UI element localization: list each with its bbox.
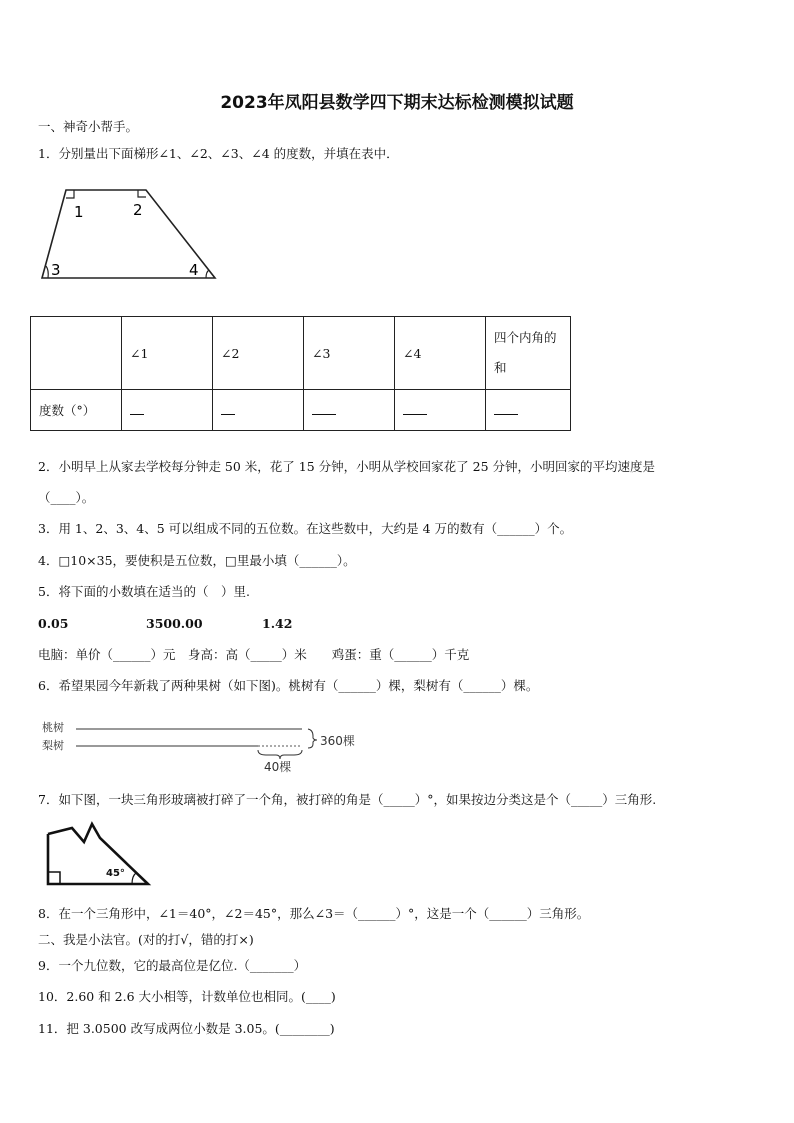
peach-tree-label: 桃树 [42, 721, 64, 734]
decimal-option-2: 3500.00 [146, 616, 203, 631]
question-3: 3．用 1、2、3、4、5 可以组成不同的五位数。在这些数中，大约是 4 万的数有（______）个。 [38, 521, 573, 536]
question-1: 1．分别量出下面梯形∠1、∠2、∠3、∠4 的度数，并填在表中． [38, 146, 399, 161]
question-11: 11．把 3.0500 改写成两位小数是 3.05。(________) [38, 1021, 335, 1036]
table-header-sum-line2: 和 [494, 360, 507, 375]
difference-brace [258, 750, 302, 759]
angle-4-mark [206, 270, 209, 278]
fruit-tree-diagram [40, 718, 370, 778]
table-header-angle-1: ∠1 [122, 317, 213, 390]
angle-3-label: 3 [51, 261, 61, 279]
answer-blank [494, 402, 518, 415]
question-7: 7．如下图，一块三角形玻璃被打碎了一个角，被打碎的角是（_____）°，如果按边分类这是个（_____）三角形. [38, 792, 657, 807]
angle-1-label: 1 [74, 203, 84, 221]
total-label: 360棵 [320, 734, 355, 748]
angle-1-mark [66, 190, 74, 198]
trapezoid-figure [36, 184, 226, 284]
pear-tree-label: 梨树 [42, 739, 64, 752]
question-4: 4．□10×35，要使积是五位数，□里最小填（______）。 [38, 553, 356, 568]
right-angle-mark [48, 872, 60, 884]
decimal-option-1: 0.05 [38, 616, 69, 631]
answer-blank [312, 402, 336, 415]
answer-blank [130, 402, 144, 415]
angle-2-label: 2 [133, 201, 143, 219]
section-1-heading: 一、神奇小帮手。 [38, 119, 139, 134]
answer-cell-angle-1[interactable] [122, 390, 213, 431]
table-row-label: 度数（°） [31, 390, 122, 431]
angle-2-mark [138, 190, 146, 197]
answer-cell-angle-4[interactable] [395, 390, 486, 431]
angle-3-mark [46, 266, 48, 278]
table-header-sum-line1: 四个内角的 [494, 330, 557, 345]
angle-45-arc [132, 873, 136, 884]
table-header-sum [486, 317, 571, 390]
answer-blank [403, 402, 427, 415]
question-8: 8．在一个三角形中，∠1＝40°，∠2＝45°，那么∠3＝（______）°，这是一个（______）三角形。 [38, 906, 590, 921]
question-9: 9．一个九位数，它的最高位是亿位.（_______） [38, 958, 307, 973]
answer-blank [221, 402, 235, 415]
angle-table [30, 316, 571, 431]
broken-triangle-outline [48, 824, 148, 884]
answer-cell-sum[interactable] [486, 390, 571, 431]
page-title: 2023年凤阳县数学四下期末达标检测模拟试题 [220, 93, 574, 113]
answer-cell-angle-3[interactable] [304, 390, 395, 431]
answer-cell-angle-2[interactable] [213, 390, 304, 431]
difference-label: 40棵 [264, 760, 292, 774]
question-2-line-1: 2．小明早上从家去学校每分钟走 50 米，花了 15 分钟，小明从学校回家花了 25 分钟，小明回家的平均速度是 [38, 459, 656, 474]
table-header-empty [31, 317, 122, 390]
angle-45-label: 45° [106, 868, 125, 879]
question-6: 6．希望果园今年新栽了两种果树（如下图)。桃树有（______）棵，梨树有（______）棵。 [38, 678, 539, 693]
question-5: 5．将下面的小数填在适当的（ ）里. [38, 584, 250, 599]
question-5-blanks: 电脑：单价（______）元 身高：高（_____）米 鸡蛋：重（______）千克 [38, 647, 470, 662]
decimal-option-3: 1.42 [262, 616, 293, 631]
table-header-angle-2: ∠2 [213, 317, 304, 390]
question-10: 10．2.60 和 2.6 大小相等，计数单位也相同。(____) [38, 989, 336, 1004]
question-2-line-2: （____）。 [38, 490, 95, 505]
section-2-heading: 二、我是小法官。(对的打√，错的打×) [38, 932, 254, 947]
table-header-angle-4: ∠4 [395, 317, 486, 390]
broken-triangle-figure [44, 820, 154, 890]
table-header-angle-3: ∠3 [304, 317, 395, 390]
total-brace [308, 729, 317, 748]
angle-4-label: 4 [189, 261, 199, 279]
